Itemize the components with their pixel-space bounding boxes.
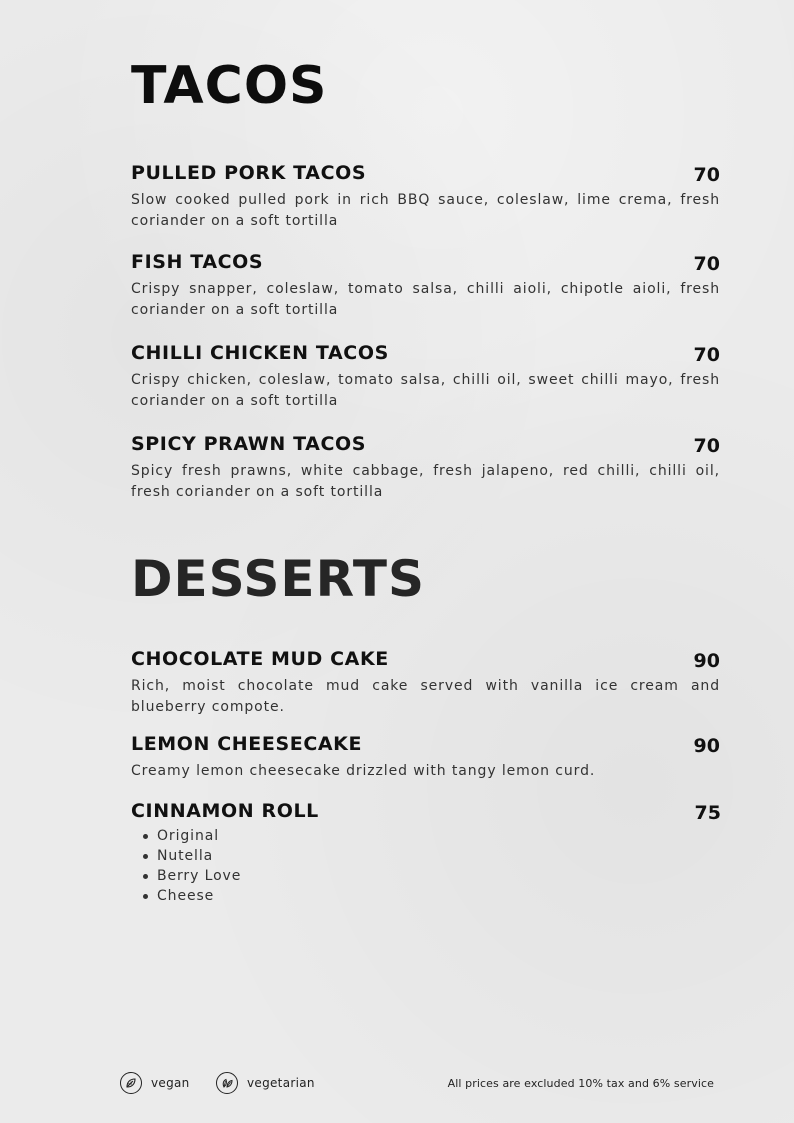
option-list <box>131 826 720 906</box>
item-description: Crispy chicken, coleslaw, tomato salsa, chilli oil, sweet chilli mayo, fresh coriander on a soft tortilla <box>131 372 720 409</box>
price-note: All prices are excluded 10% tax and 6% service <box>447 1077 714 1090</box>
menu-item-spicy-prawn-tacos <box>131 433 720 503</box>
legend-vegan <box>120 1072 190 1094</box>
legend-vegetarian <box>216 1072 315 1094</box>
section-title-desserts: DESSERTS <box>131 550 425 608</box>
item-price: 70 <box>693 253 720 275</box>
menu-item-cinnamon-roll <box>131 800 720 906</box>
option-item: Original <box>131 826 720 846</box>
item-name: SPICY PRAWN TACOS <box>131 433 367 455</box>
menu-item-lemon-cheesecake <box>131 733 720 782</box>
item-name: CINNAMON ROLL <box>131 800 319 822</box>
legend-label: vegan <box>151 1076 190 1090</box>
menu-footer <box>120 1072 714 1098</box>
section-title-tacos: TACOS <box>131 56 328 116</box>
item-description: Creamy lemon cheesecake drizzled with tangy lemon curd. <box>131 763 596 779</box>
leaf-icon <box>120 1072 142 1094</box>
vegetarian-icon <box>216 1072 238 1094</box>
option-item: Berry Love <box>131 866 720 886</box>
item-description: Slow cooked pulled pork in rich BBQ sauce, coleslaw, lime crema, fresh coriander on a soft tortilla <box>131 192 720 229</box>
item-price: 90 <box>693 650 720 672</box>
menu-item-fish-tacos <box>131 251 720 321</box>
item-description: Crispy snapper, coleslaw, tomato salsa, chilli aioli, chipotle aioli, fresh coriander on a soft tortilla <box>131 281 720 318</box>
item-name: LEMON CHEESECAKE <box>131 733 363 755</box>
item-description: Spicy fresh prawns, white cabbage, fresh jalapeno, red chilli, chilli oil, fresh coriander on a soft tortilla <box>131 463 720 500</box>
item-name: FISH TACOS <box>131 251 264 273</box>
item-name: CHOCOLATE MUD CAKE <box>131 648 389 670</box>
item-price: 70 <box>693 344 720 366</box>
item-price: 90 <box>693 735 720 757</box>
item-price: 75 <box>694 802 721 824</box>
option-item: Cheese <box>131 886 720 906</box>
menu-item-chilli-chicken-tacos <box>131 342 720 412</box>
item-name: CHILLI CHICKEN TACOS <box>131 342 389 364</box>
item-name: PULLED PORK TACOS <box>131 162 367 184</box>
menu-item-chocolate-mud-cake <box>131 648 720 718</box>
item-price: 70 <box>693 164 720 186</box>
option-item: Nutella <box>131 846 720 866</box>
item-description: Rich, moist chocolate mud cake served with vanilla ice cream and blueberry compote. <box>131 678 720 715</box>
item-price: 70 <box>693 435 720 457</box>
legend-label: vegetarian <box>247 1076 315 1090</box>
menu-item-pulled-pork-tacos <box>131 162 720 232</box>
